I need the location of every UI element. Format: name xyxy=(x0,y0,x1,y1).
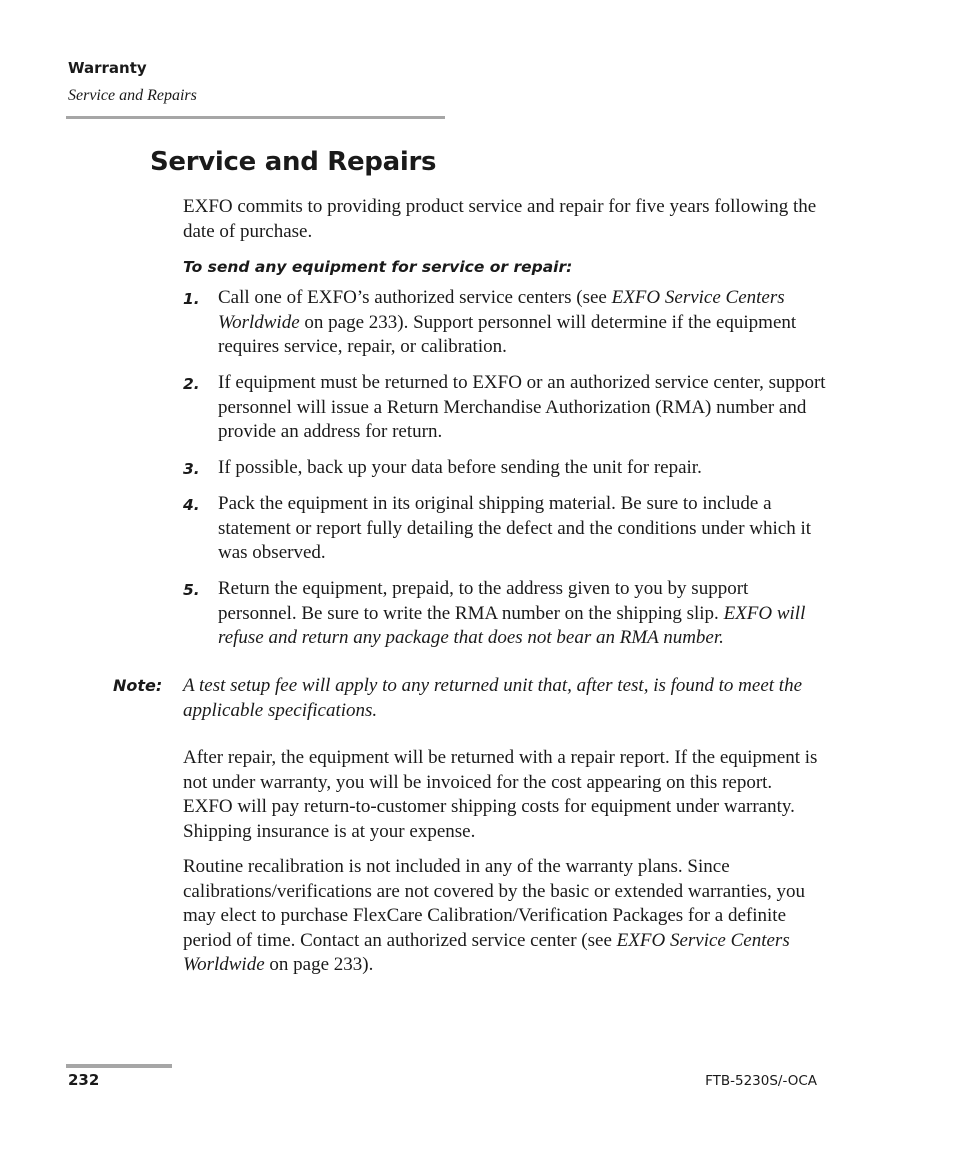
step-text xyxy=(218,286,828,360)
procedure-step-3 xyxy=(183,456,828,481)
recalibration-text: Routine recalibration is not included in any of the warranty plans. Since calibrations/verifications are not covered by the basic or extended warranties, you may elect to purchase FlexCare Calibration/Verification Packages for a definite period of time. Contact an authorized service center (see xyxy=(183,856,806,951)
running-header xyxy=(68,58,197,106)
step-text: If equipment must be returned to EXFO or an authorized service center, support personnel will issue a Return Merchandise Authorization (RMA) number and provide an address for return. xyxy=(218,372,826,442)
recalibration-paragraph xyxy=(183,855,823,978)
step-warning-text: EXFO will refuse and return any package that does not bear an RMA number. xyxy=(218,602,806,648)
step-text-part: on page 233). Support personnel will determine if the equipment requires service, repair, or calibration. xyxy=(218,311,797,357)
step-text-part: Return the equipment, prepaid, to the address given to you by support personnel. Be sure to write the RMA number on the shipping slip. xyxy=(218,578,749,624)
note-block xyxy=(113,674,828,723)
note-text: A test setup fee will apply to any returned unit that, after test, is found to meet the applicable specifications. xyxy=(183,675,803,721)
page-title: Service and Repairs xyxy=(150,147,437,177)
header-section-title: Service and Repairs xyxy=(68,87,197,104)
product-name: FTB-5230S/-OCA xyxy=(705,1073,817,1089)
cross-reference-link[interactable]: EXFO Service Centers Worldwide xyxy=(218,287,785,333)
cross-reference-link[interactable]: EXFO Service Centers Worldwide xyxy=(183,929,790,975)
after-repair-paragraph: After repair, the equipment will be returned with a repair report. If the equipment is not under warranty, you will be invoiced for the cost appearing on this report. EXFO will pay return-to-customer shipping costs for equipment under warranty. Shipping insurance is at your expense. xyxy=(183,747,818,842)
step-number: 1. xyxy=(183,290,200,308)
procedure-heading: To send any equipment for service or repair: xyxy=(183,258,573,276)
note-label: Note: xyxy=(113,676,163,695)
page-number: 232 xyxy=(68,1071,100,1089)
procedure-step-1 xyxy=(183,286,828,360)
step-number: 2. xyxy=(183,375,200,393)
header-divider xyxy=(66,116,445,119)
intro-paragraph: EXFO commits to providing product service and repair for five years following the date of purchase. xyxy=(183,196,817,242)
step-number: 3. xyxy=(183,460,200,478)
step-text: If possible, back up your data before sending the unit for repair. xyxy=(218,457,702,478)
step-number: 5. xyxy=(183,581,200,599)
step-text: Pack the equipment in its original shipping material. Be sure to include a statement or report fully detailing the defect and the conditions under which it was observed. xyxy=(218,493,812,563)
recalibration-text-end: on page 233). xyxy=(264,954,374,975)
step-text xyxy=(218,577,828,651)
procedure-step-5 xyxy=(183,577,828,651)
procedure-step-2 xyxy=(183,371,828,445)
step-text-part: Call one of EXFO’s authorized service centers (see xyxy=(218,287,612,308)
header-chapter-title: Warranty xyxy=(68,59,147,77)
procedure-step-4 xyxy=(183,492,828,566)
step-number: 4. xyxy=(183,496,200,514)
footer-divider xyxy=(66,1064,172,1068)
